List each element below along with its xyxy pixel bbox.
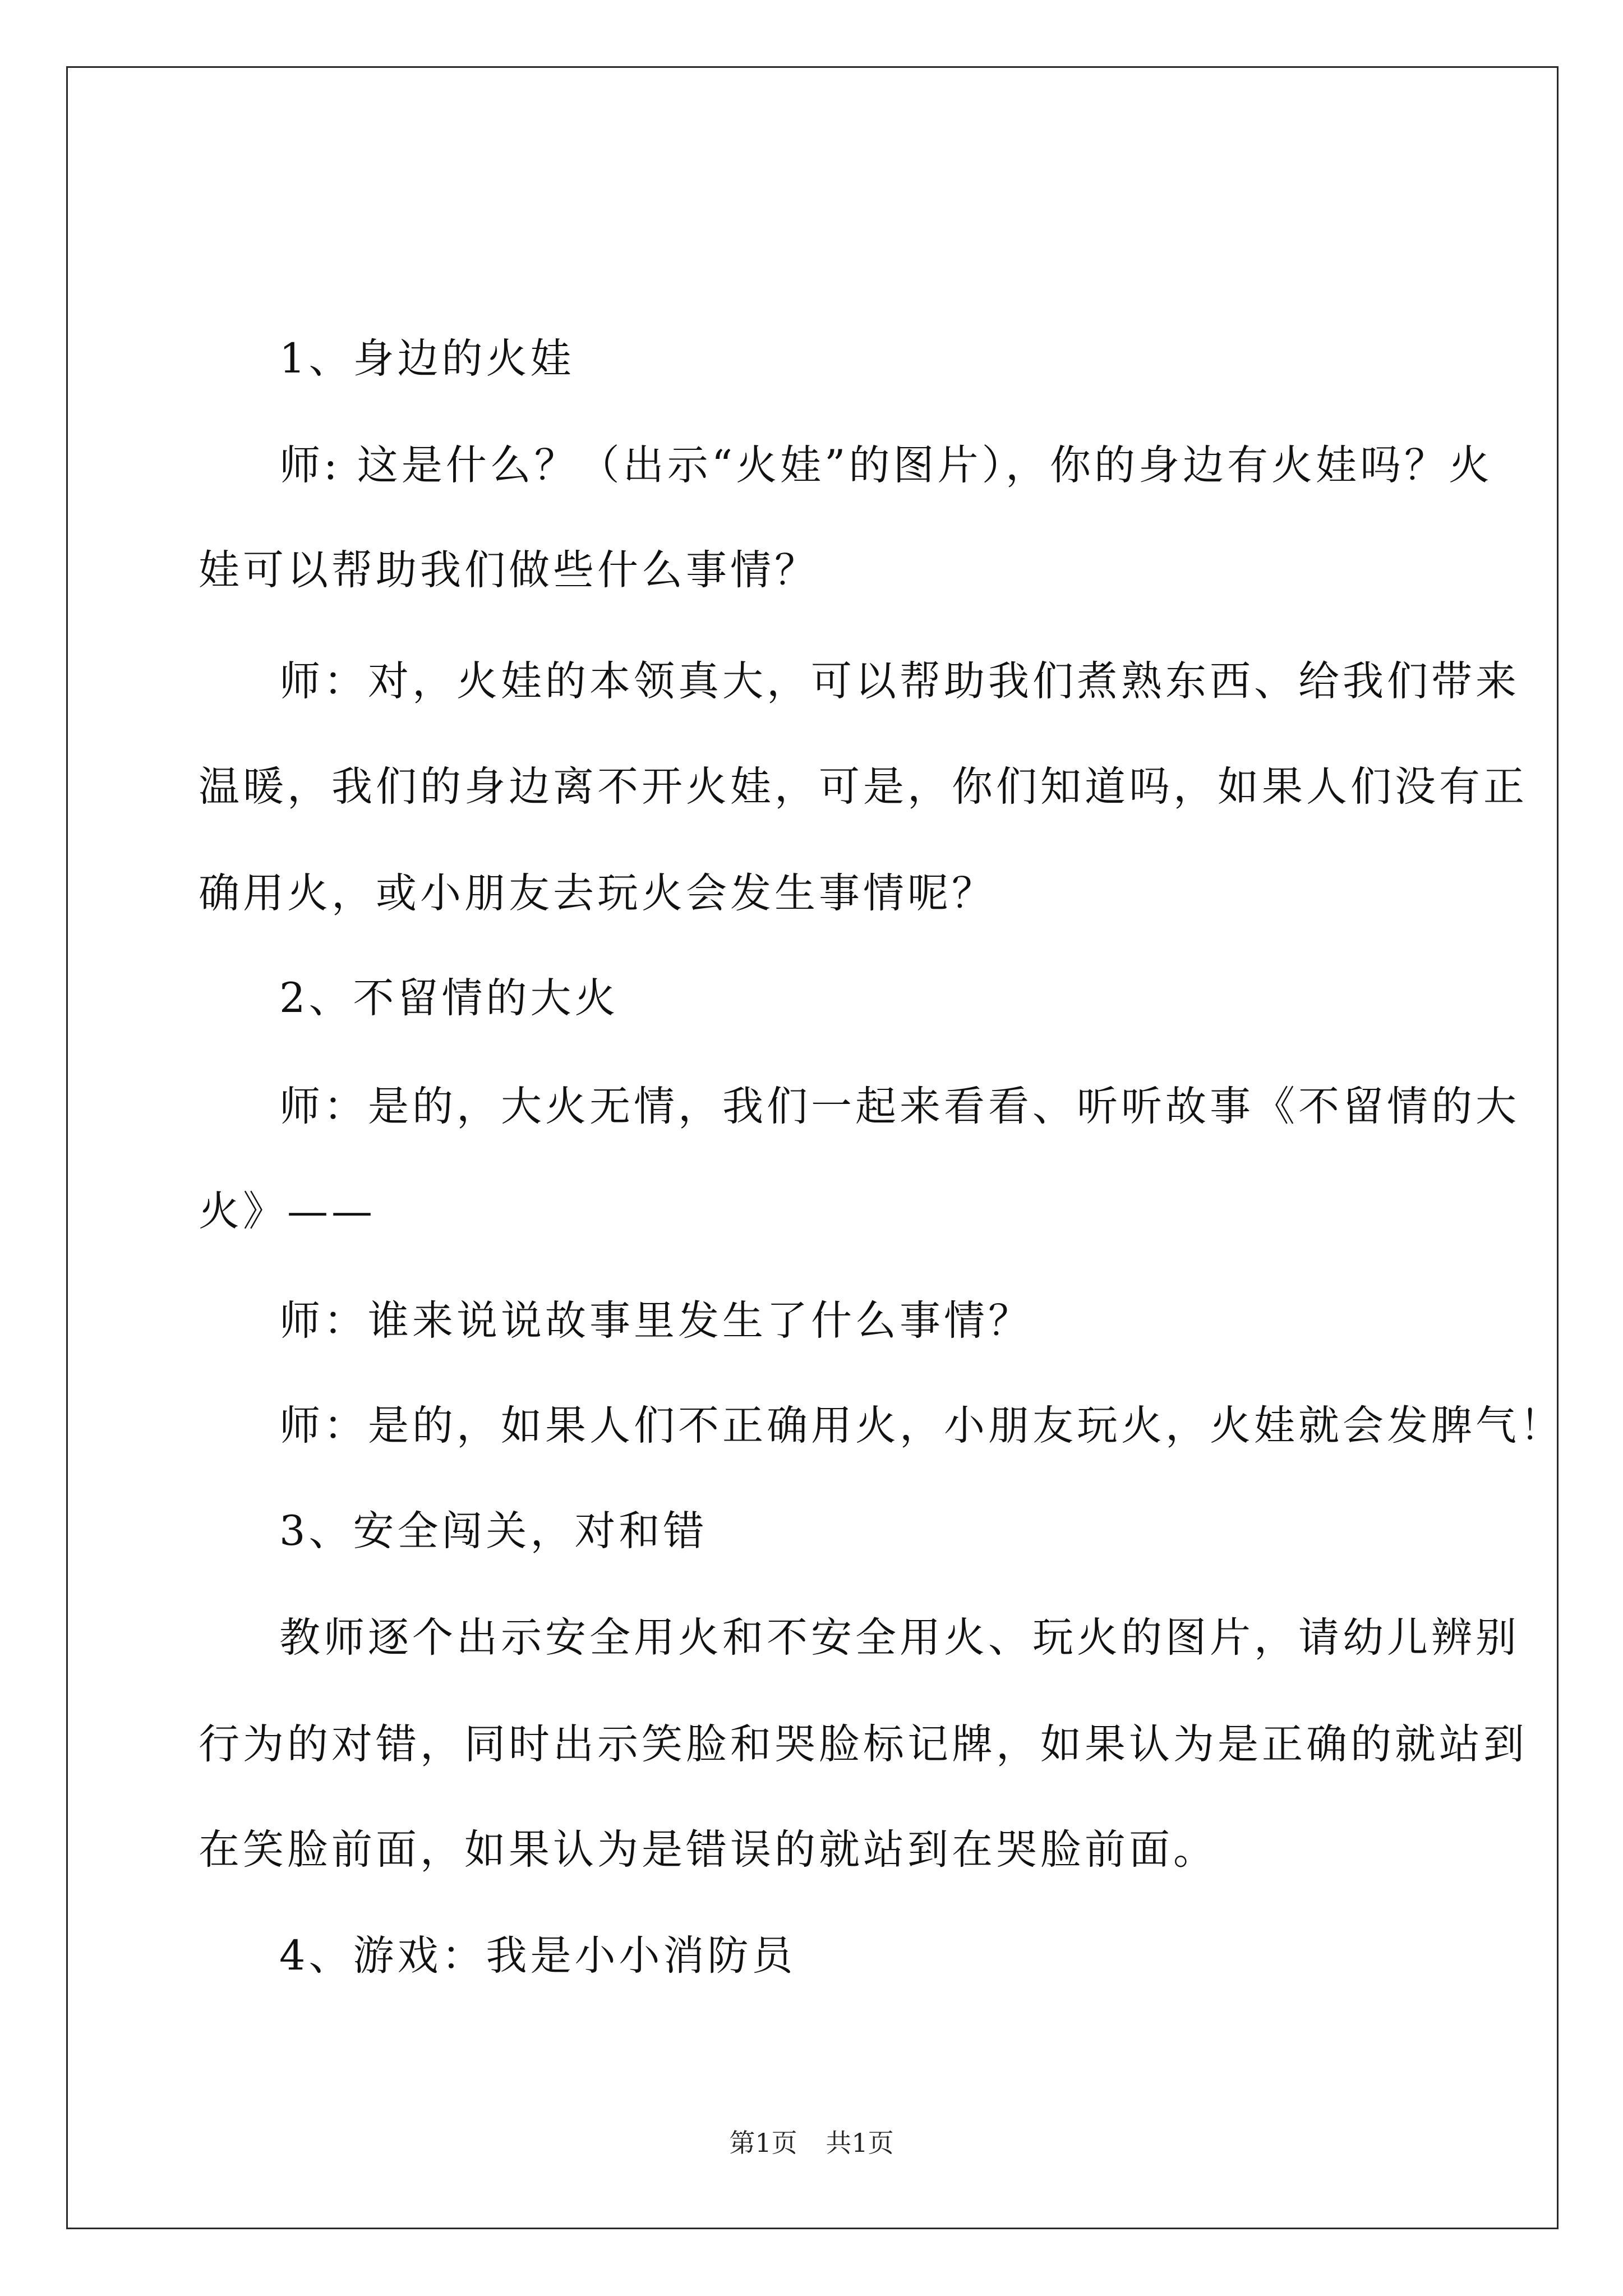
paragraph-line: 师：谁来说说故事里发生了什么事情？ [279,1297,1032,1345]
section-heading-3: 3、安全闯关，对和错 [279,1507,708,1555]
paragraph-line: 师: 这是什么？（出示“火娃”的图片），你的身边有火娃吗？火 [279,441,1493,489]
paragraph-line: 行为的对错，同时出示笑脸和哭脸标记牌，如果认为是正确的就站到 [199,1720,1528,1768]
page-total: 共1页 [826,2128,894,2158]
paragraph-line: 师：对，火娃的本领真大，可以帮助我们煮熟东西、给我们带来 [279,657,1520,705]
paragraph-line: 温暖，我们的身边离不开火娃，可是，你们知道吗，如果人们没有正 [199,763,1528,811]
paragraph-line: 师：是的，如果人们不正确用火，小朋友玩火，火娃就会发脾气！ [279,1402,1564,1450]
paragraph-line: 在笑脸前面，如果认为是错误的就站到在哭脸前面。 [199,1826,1218,1874]
page-footer [0,2126,1623,2160]
paragraph-line: 娃可以帮助我们做些什么事情？ [199,546,819,594]
paragraph-line: 确用火，或小朋友去玩火会发生事情呢？ [199,869,996,917]
section-heading-4: 4、游戏：我是小小消防员 [279,1932,796,1980]
page-border [66,66,1564,2229]
section-heading-2: 2、不留情的大火 [279,974,619,1022]
paragraph-line: 火》—— [199,1188,376,1235]
paragraph-line: 教师逐个出示安全用火和不安全用火、玩火的图片，请幼儿辨别 [279,1614,1520,1662]
page-number: 第1页 [729,2128,797,2158]
section-heading-1: 1、身边的火娃 [279,335,575,383]
paragraph-line: 师：是的，大火无情，我们一起来看看、听听故事《不留情的大 [279,1083,1520,1130]
